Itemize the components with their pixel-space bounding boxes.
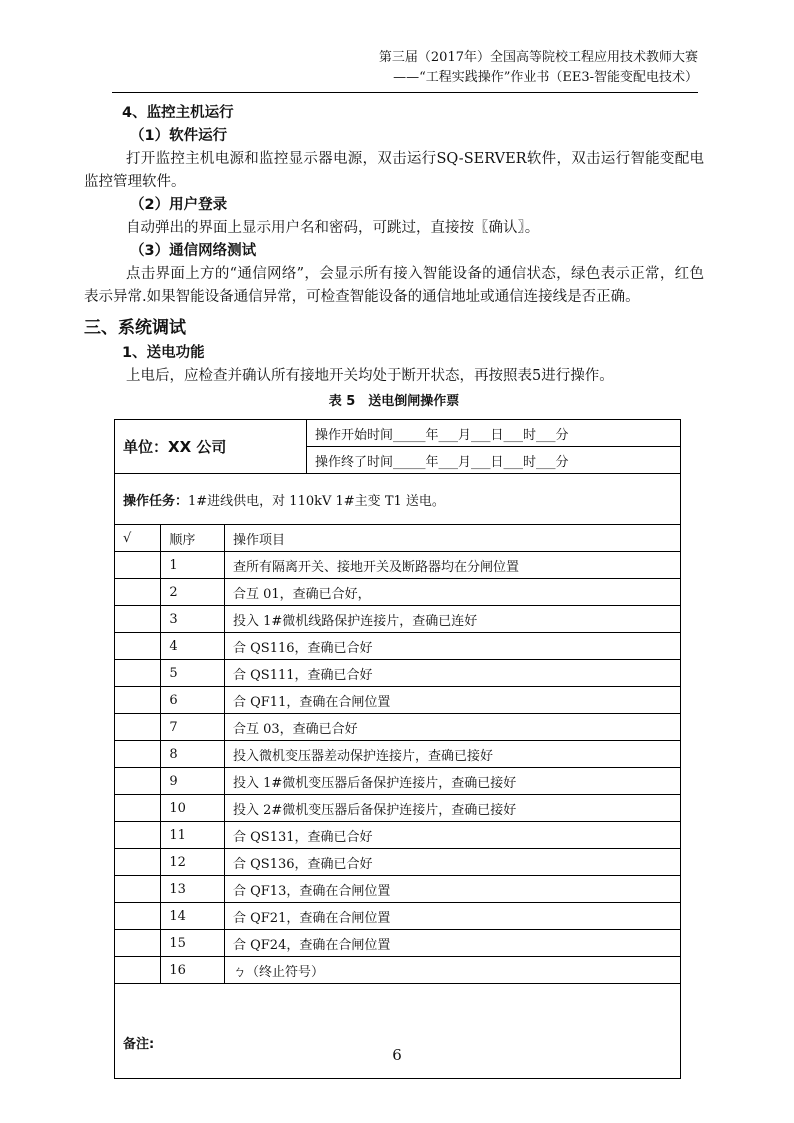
- section-title-monitor-host: 4、监控主机运行: [122, 105, 234, 121]
- table-row: [115, 876, 681, 903]
- seq-cell: 7: [161, 714, 225, 741]
- table-row-header-info: [115, 420, 681, 447]
- table-row-column-headers: [115, 525, 681, 552]
- paragraph-power-on: 上电后，应检查并确认所有接地开关均处于断开状态，再按照表5进行操作。: [126, 368, 614, 384]
- seq-cell: 4: [161, 633, 225, 660]
- item-cell: 投入微机变压器差动保护连接片，查确已接好: [225, 741, 681, 768]
- seq-cell: 14: [161, 903, 225, 930]
- page-number: 6: [392, 1046, 402, 1064]
- start-time-cell: 操作开始时间_____年___月___日___时___分: [307, 420, 681, 447]
- paragraph-software: 打开监控主机电源和监控显示器电源，双击运行SQ-SERVER软件，双击运行智能变配电监控管理软件。: [84, 151, 704, 190]
- seq-cell: 16: [161, 957, 225, 984]
- task-label: 操作任务：: [123, 493, 189, 509]
- table-row: [115, 903, 681, 930]
- item-cell: 投入 1#微机变压器后备保护连接片，查确已接好: [225, 768, 681, 795]
- operation-ticket-table: [114, 419, 681, 1079]
- item-cell: 投入 1#微机线路保护连接片，查确已连好: [225, 606, 681, 633]
- check-cell: [115, 633, 161, 660]
- seq-cell: 13: [161, 876, 225, 903]
- table-row: [115, 795, 681, 822]
- header-rule: [112, 92, 698, 93]
- task-text: 1#进线供电，对 110kV 1#主变 T1 送电。: [188, 493, 445, 509]
- table-row: [115, 930, 681, 957]
- item-cell: 合 QS131，查确已合好: [225, 822, 681, 849]
- column-header-check: √: [115, 525, 161, 552]
- subsection-title-network: （3）通信网络测试: [130, 243, 257, 259]
- check-cell: [115, 660, 161, 687]
- seq-cell: 11: [161, 822, 225, 849]
- seq-cell: 10: [161, 795, 225, 822]
- table-row: [115, 633, 681, 660]
- check-cell: [115, 606, 161, 633]
- seq-cell: 2: [161, 579, 225, 606]
- item-cell: 合 QS116，查确已合好: [225, 633, 681, 660]
- subsection-title-software: （1）软件运行: [130, 128, 228, 144]
- table-row: [115, 660, 681, 687]
- table-caption: 表 5 送电倒闸操作票: [328, 394, 460, 409]
- subsection-title-login: （2）用户登录: [130, 197, 228, 213]
- table-row-task: [115, 474, 681, 525]
- paragraph-login: 自动弹出的界面上显示用户名和密码，可跳过，直接按〖确认〗。: [126, 220, 540, 236]
- check-cell: [115, 687, 161, 714]
- table-row-remarks: [115, 984, 681, 1079]
- item-cell: 合 QS111，查确已合好: [225, 660, 681, 687]
- item-cell: 投入 2#微机变压器后备保护连接片，查确已接好: [225, 795, 681, 822]
- check-cell: [115, 849, 161, 876]
- check-cell: [115, 930, 161, 957]
- check-cell: [115, 552, 161, 579]
- table-row: [115, 822, 681, 849]
- header-line-2: ——“工程实践操作”作业书（EE3-智能变配电技术）: [393, 70, 698, 85]
- check-cell: [115, 768, 161, 795]
- item-cell: 合 QF11，查确在合闸位置: [225, 687, 681, 714]
- column-header-seq: 顺序: [161, 525, 225, 552]
- seq-cell: 15: [161, 930, 225, 957]
- section-title-power-on: 1、送电功能: [122, 345, 205, 361]
- item-cell: 合 QF21，查确在合闸位置: [225, 903, 681, 930]
- check-cell: [115, 903, 161, 930]
- item-cell: ㄅ（终止符号）: [225, 957, 681, 984]
- check-cell: [115, 795, 161, 822]
- item-cell: 合 QF13，查确在合闸位置: [225, 876, 681, 903]
- check-cell: [115, 741, 161, 768]
- document-body: [84, 102, 704, 413]
- item-cell: 合互 01，查确已合好，: [225, 579, 681, 606]
- table-row: [115, 714, 681, 741]
- table-row: [115, 606, 681, 633]
- item-cell: 合 QS136，查确已合好: [225, 849, 681, 876]
- check-cell: [115, 714, 161, 741]
- item-cell: 合 QF24，查确在合闸位置: [225, 930, 681, 957]
- task-cell: [115, 474, 681, 525]
- table-row: [115, 552, 681, 579]
- end-time-cell: 操作终了时间_____年___月___日___时___分: [307, 447, 681, 474]
- paragraph-network: 点击界面上方的“通信网络”，会显示所有接入智能设备的通信状态，绿色表示正常，红色表示异常.如果智能设备通信异常，可检查智能设备的通信地址或通信连接线是否正确。: [84, 266, 704, 305]
- page-header: [98, 48, 698, 88]
- table-row: [115, 768, 681, 795]
- seq-cell: 12: [161, 849, 225, 876]
- table-row: [115, 687, 681, 714]
- remarks-cell: 备注:: [115, 984, 681, 1079]
- seq-cell: 3: [161, 606, 225, 633]
- seq-cell: 8: [161, 741, 225, 768]
- column-header-item: 操作项目: [225, 525, 681, 552]
- check-cell: [115, 822, 161, 849]
- table-row: [115, 849, 681, 876]
- check-cell: [115, 876, 161, 903]
- table-row: [115, 741, 681, 768]
- seq-cell: 1: [161, 552, 225, 579]
- seq-cell: 6: [161, 687, 225, 714]
- table-row: [115, 579, 681, 606]
- chapter-title-system-debug: 三、系统调试: [84, 318, 186, 338]
- seq-cell: 9: [161, 768, 225, 795]
- unit-cell: 单位：XX 公司: [115, 420, 307, 474]
- check-cell: [115, 957, 161, 984]
- check-cell: [115, 579, 161, 606]
- header-line-1: 第三届（2017年）全国高等院校工程应用技术教师大赛: [378, 50, 698, 65]
- item-cell: 查所有隔离开关、接地开关及断路器均在分闸位置: [225, 552, 681, 579]
- item-cell: 合互 03，查确已合好: [225, 714, 681, 741]
- table-row: [115, 957, 681, 984]
- seq-cell: 5: [161, 660, 225, 687]
